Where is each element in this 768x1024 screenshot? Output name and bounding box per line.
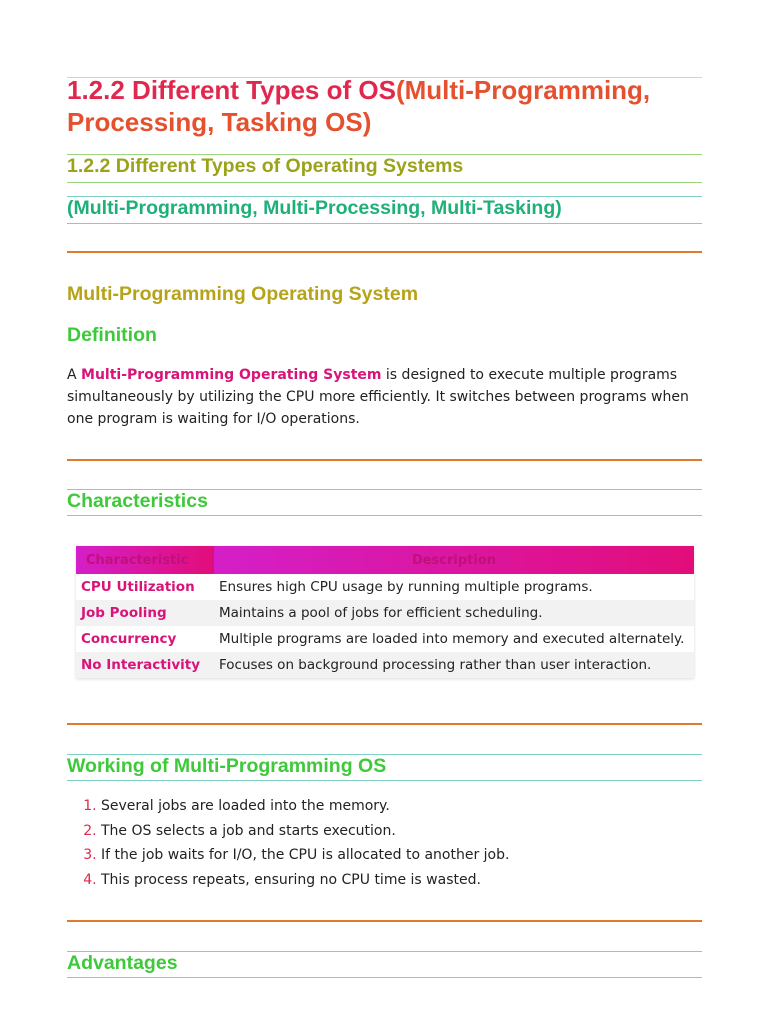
working-bottom-rule	[67, 780, 702, 781]
table-cell-term: No Interactivity	[76, 652, 214, 678]
section-divider	[67, 251, 702, 253]
list-item: 3. If the job waits for I/O, the CPU is allocated to another job.	[101, 843, 701, 868]
table-cell-term: CPU Utilization	[81, 579, 195, 595]
section-heading: Multi-Programming Operating System	[67, 283, 419, 305]
section-divider	[67, 723, 702, 725]
subtitle-secondary: (Multi-Programming, Multi-Processing, Multi-Tasking)	[67, 197, 562, 219]
subtitle2-bottom-rule	[67, 223, 702, 224]
table-cell-description: Ensures high CPU usage by running multiple programs.	[219, 579, 593, 595]
page-title-part1: 1.2.2 Different Types of OS	[67, 75, 396, 105]
list-item: 4. This process repeats, ensuring no CPU time is wasted.	[101, 868, 701, 893]
definition-term: Multi-Programming Operating System	[81, 367, 382, 383]
column-header-description: Description	[214, 546, 694, 574]
section-divider	[67, 459, 702, 461]
definition-heading: Definition	[67, 324, 157, 346]
definition-text: is designed to execute multiple programs simultaneously by utilizing the CPU more efficiently. It switches between programs when one program is waiting for I/O operations.	[67, 367, 689, 427]
subtitle: 1.2.2 Different Types of Operating Systems	[67, 155, 464, 177]
table-row	[76, 574, 694, 600]
subtitle-bottom-rule	[67, 182, 702, 183]
section-divider	[67, 920, 702, 922]
table-header-row	[76, 546, 694, 574]
working-heading: Working of Multi-Programming OS	[67, 755, 387, 777]
steps-list	[67, 794, 701, 892]
table-row	[76, 626, 694, 652]
definition-prefix: A	[67, 367, 82, 383]
advantages-heading: Advantages	[67, 952, 178, 974]
characteristics-heading: Characteristics	[67, 490, 208, 512]
table-cell-term: Job Pooling	[76, 600, 214, 626]
advantages-bottom-rule	[67, 977, 702, 978]
column-header-characteristic: Characteristic	[76, 546, 214, 574]
list-item: 1. Several jobs are loaded into the memory.	[101, 794, 701, 819]
characteristics-bottom-rule	[67, 515, 702, 516]
table-cell-term: Concurrency	[81, 631, 177, 647]
characteristics-table	[76, 546, 694, 678]
page-title-part2: (Multi-Programming, Processing, Tasking OS)	[67, 75, 651, 137]
table-row	[76, 600, 694, 626]
table-row	[76, 652, 694, 678]
table-cell-description: Multiple programs are loaded into memory and executed alternately.	[219, 631, 685, 647]
definition-paragraph	[67, 364, 707, 430]
table-cell-description: Maintains a pool of jobs for efficient scheduling.	[214, 600, 694, 626]
page-title	[67, 74, 707, 138]
table-cell-description: Focuses on background processing rather than user interaction.	[214, 652, 694, 678]
list-item: 2. The OS selects a job and starts execution.	[101, 819, 701, 844]
